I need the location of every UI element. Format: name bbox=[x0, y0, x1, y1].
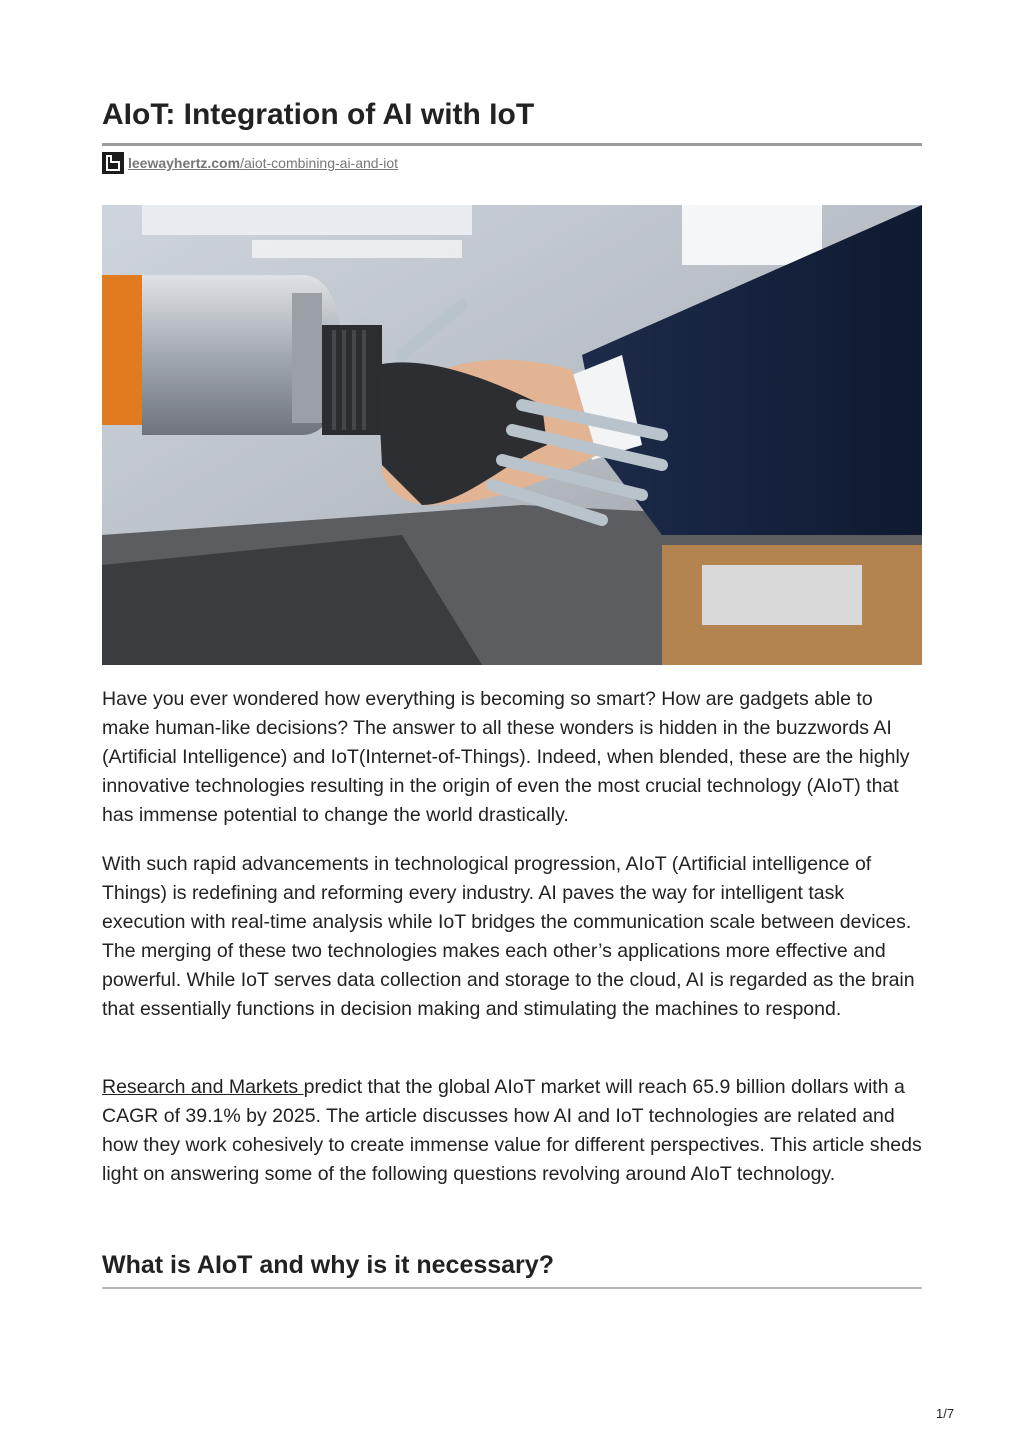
source-link[interactable] bbox=[128, 155, 398, 171]
source-domain: leewayhertz.com bbox=[128, 155, 241, 171]
robot-human-handshake-photo bbox=[102, 205, 922, 665]
research-and-markets-link[interactable]: Research and Markets bbox=[102, 1076, 304, 1098]
paragraph-market-text: predict that the global AIoT market will reach 65.9 billion dollars with a CAGR of 39.1% by 2025. The article discusses how AI and IoT technologies are related and how they work cohesively to create immense value for different perspectives. This article sheds light on answering some of the following questions revolving around AIoT technology. bbox=[102, 1076, 922, 1185]
source-path: /aiot-combining-ai-and-iot bbox=[240, 155, 399, 171]
title-divider bbox=[102, 143, 922, 146]
paragraph-aiot-overview: With such rapid advancements in technological progression, AIoT (Artificial intelligence of Things) is redefining and reforming every industry. AI paves the way for intelligent task execution with real-time analysis while IoT bridges the communication scale between devices. The merging of these two technologies makes each other’s applications more effective and powerful. While IoT serves data collection and storage to the cloud, AI is regarded as the brain that essentially functions in decision making and stimulating the machines to respond. bbox=[102, 853, 915, 1020]
page-title: AIoT: Integration of AI with IoT bbox=[102, 98, 535, 131]
page-number: 1/7 bbox=[936, 1406, 955, 1421]
source-line bbox=[102, 152, 398, 174]
paragraph-intro: Have you ever wondered how everything is becoming so smart? How are gadgets able to make human-like decisions? The answer to all these wonders is hidden in the buzzwords AI (Artificial Intelligence) and IoT(Internet-of-Things). Indeed, when blended, these are the highly innovative technologies resulting in the origin of even the most crucial technology (AIoT) that has immense potential to change the world drastically. bbox=[102, 688, 910, 826]
section-divider bbox=[102, 1287, 922, 1289]
section-heading: What is AIoT and why is it necessary? bbox=[102, 1251, 554, 1279]
leewayhertz-logo-icon bbox=[102, 152, 124, 174]
paragraph-market bbox=[102, 1073, 922, 1189]
